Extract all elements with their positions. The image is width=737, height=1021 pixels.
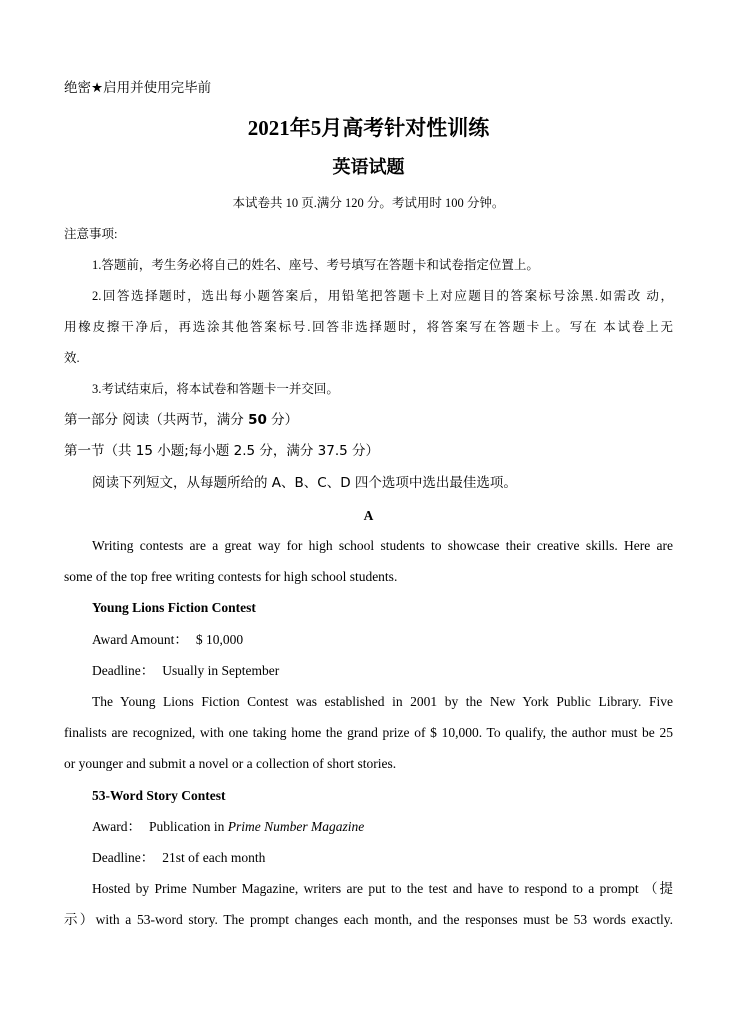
contest-2-deadline-label: Deadline： [92,850,155,865]
part1-heading-prefix: 第一部分 阅读（共两节，满分 [64,412,249,428]
contest-2-award-magazine: Prime Number Magazine [227,819,365,834]
contest-2-award [92,820,364,834]
contest-1-deadline-value: Usually in September [162,663,280,678]
contest-2-desc-line-1: Hosted by Prime Number Magazine, writers are put to the test and have to respond to a prompt （提 [92,881,673,896]
note-item-1: 1.答题前，考生务必将自己的姓名、座号、考号填写在答题卡和试卷指定位置上。 [92,258,539,272]
contest-2-award-value: Publication in [149,819,228,834]
part1-score: 50 [248,412,267,428]
part1-heading-suffix: 分） [266,412,299,428]
contest-1-deadline-label: Deadline： [92,663,155,678]
note-item-2-line-1: 2.回答选择题时，选出每小题答案后，用铅笔把答题卡上对应题目的答案标号涂黑.如需改 动， [92,289,673,303]
contest-1-deadline [92,664,279,678]
contest-2-deadline [92,851,265,865]
contest-1-desc-line-2: finalists are recognized, with one taking home the grand prize of $ 10,000. To qualify, the author must be 25 [64,725,673,740]
note-item-2-line-2: 用橡皮擦干净后，再选涂其他答案标号.回答非选择题时，将答案写在答题卡上。写在 本试卷上无 [64,320,673,334]
contest-2-award-label: Award： [92,819,141,834]
confidential-notice: 绝密★启用并使用完毕前 [64,80,212,96]
exam-subject: 英语试题 [332,157,405,177]
notes-heading: 注意事项: [64,227,118,241]
passage-label: A [363,508,374,523]
passage-intro-line-1: Writing contests are a great way for high school students to showcase their creative skills. Here are [92,538,673,553]
part1-heading [64,414,298,428]
contest-1-award-value: $ 10,000 [195,632,244,647]
exam-title: 2021年5月高考针对性训练 [247,116,490,140]
contest-1-award [92,633,243,647]
note-item-2-line-3: 效. [64,351,80,365]
note-item-3: 3.考试结束后，将本试卷和答题卡一并交回。 [92,382,339,396]
contest-2-desc-line-2: 示）with a 53-word story. The prompt changes each month, and the responses must be 53 words exactly. [64,912,673,927]
reading-instruction: 阅读下列短文，从每题所给的 A、B、C、D 四个选项中选出最佳选项。 [92,475,517,491]
contest-1-desc-line-1: The Young Lions Fiction Contest was established in 2001 by the New York Public Library. Five [92,694,673,709]
contest-1-award-label: Award Amount： [92,632,188,647]
section1-heading: 第一节（共 15 小题;每小题 2.5 分，满分 37.5 分） [64,443,380,459]
contest-2-deadline-value: 21st of each month [162,850,266,865]
contest-1-name: Young Lions Fiction Contest [92,600,256,615]
contest-2-name: 53-Word Story Contest [92,788,226,803]
exam-info: 本试卷共 10 页.满分 120 分。考试用时 100 分钟。 [232,196,505,210]
contest-1-desc-line-3: or younger and submit a novel or a collection of short stories. [64,756,397,771]
passage-intro-line-2: some of the top free writing contests for high school students. [64,569,398,584]
